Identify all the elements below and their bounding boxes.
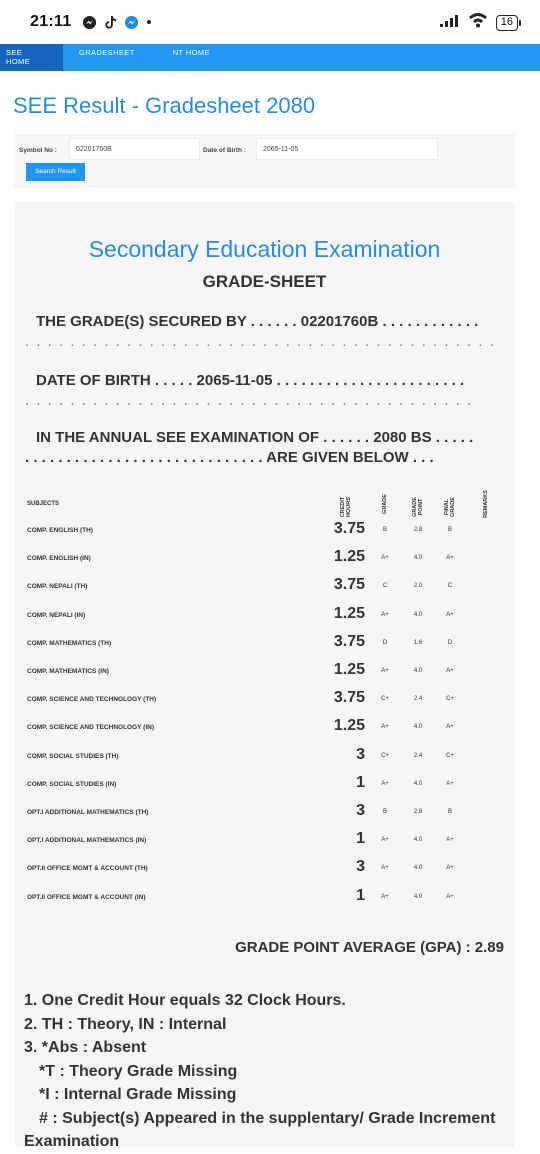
- credit-hours-cell: 1.25: [333, 661, 365, 678]
- subject-cell: OPT.II OFFICE MGMT & ACCOUNT (TH): [27, 865, 148, 873]
- grade-point-cell: 4.0: [413, 865, 423, 872]
- signal-icon: [440, 14, 460, 32]
- sheet-title: GRADE-SHEET: [202, 272, 327, 291]
- page-title: SEE Result - Gradesheet 2080: [13, 93, 316, 118]
- grade-cell: C+: [381, 696, 389, 703]
- header-grade-point: GRADE POINT: [412, 497, 424, 517]
- grade-point-cell: 4.0: [413, 893, 423, 900]
- grade-point-cell: 4.0: [413, 611, 423, 618]
- credit-hours-cell: 1: [356, 830, 365, 848]
- credit-hours-cell: 3: [356, 802, 365, 819]
- grade-cell: A+: [381, 668, 389, 674]
- subject-cell: COMP. MATHEMATICS (TH): [27, 639, 112, 647]
- status-time: 21:11: [30, 13, 72, 30]
- exam-title: Secondary Education Examination: [88, 236, 441, 262]
- grade-cell: A+: [381, 555, 389, 562]
- notes-list: [24, 989, 514, 1154]
- table-row: [15, 603, 514, 631]
- note-item: *I : Internal Grade Missing: [39, 1086, 237, 1103]
- grade-cell: A+: [381, 865, 389, 872]
- nav-nt-home[interactable]: NT HOME: [172, 48, 210, 57]
- credit-hours-cell: 1: [356, 773, 365, 791]
- grade-point-cell: 1.6: [413, 639, 423, 646]
- tiktok-icon: [103, 14, 119, 30]
- final-grade-cell: C+: [446, 696, 454, 703]
- header-grade: GRADE: [382, 494, 388, 514]
- credit-hours-cell: 3: [356, 858, 365, 876]
- final-grade-cell: B: [447, 809, 452, 815]
- final-grade-cell: A+: [446, 893, 454, 900]
- table-row: [15, 800, 514, 828]
- subject-cell: COMP. MATHEMATICS (IN): [27, 668, 109, 675]
- search-form: [14, 133, 515, 188]
- grade-cell: A+: [381, 893, 389, 900]
- note-item: 2. TH : Theory, IN : Internal: [24, 1015, 227, 1033]
- more-notifications-icon: [147, 20, 151, 24]
- grade-cell: A+: [381, 780, 389, 787]
- dob-input[interactable]: 2065-11-05: [256, 138, 438, 160]
- header-final-grade: FINAL GRADE: [444, 497, 456, 517]
- grade-cell: C: [382, 583, 388, 590]
- grade-point-cell: 4.0: [413, 724, 423, 731]
- subject-cell: COMP. NEPALI (TH): [27, 583, 88, 591]
- table-row: [15, 631, 514, 659]
- top-navigation: [0, 44, 540, 71]
- final-grade-cell: A+: [446, 865, 454, 872]
- note-item: 1. One Credit Hour equals 32 Clock Hours.: [24, 992, 346, 1009]
- given-below-line: . . . . . . . . . . . . . . . . . . . . . . . . . . . . . ARE GIVEN BELOW . . .: [25, 449, 434, 466]
- note-item: Examination: [24, 1133, 120, 1150]
- header-remarks: REMARKS: [483, 490, 489, 518]
- gpa-text: GRADE POINT AVERAGE (GPA) : 2.89: [235, 939, 504, 956]
- table-row: [15, 687, 514, 715]
- credit-hours-cell: 1: [356, 886, 365, 904]
- grade-point-cell: 2.8: [413, 809, 423, 815]
- grade-point-cell: 2.4: [413, 752, 423, 759]
- subject-cell: COMP. ENGLISH (IN): [27, 555, 91, 563]
- grade-cell: A+: [381, 724, 389, 731]
- dob-label: Date of Birth :: [203, 147, 246, 154]
- note-item: *T : Theory Grade Missing: [39, 1062, 238, 1080]
- table-row: [15, 715, 514, 743]
- table-row: [15, 546, 514, 574]
- subject-cell: OPT.I ADDITIONAL MATHEMATICS (TH): [27, 809, 149, 816]
- final-grade-cell: C: [447, 583, 453, 590]
- header-credit-hours: CREDIT HOURS: [340, 496, 352, 518]
- credit-hours-cell: 3.75: [333, 632, 365, 650]
- table-row: [15, 885, 514, 913]
- wifi-icon: [468, 12, 488, 33]
- final-grade-cell: C+: [446, 752, 454, 759]
- grade-point-cell: 4.0: [413, 555, 423, 562]
- header-subjects: SUBJECTS: [27, 501, 60, 507]
- final-grade-cell: A+: [446, 668, 454, 674]
- credit-hours-cell: 3: [356, 745, 365, 763]
- grade-point-cell: 2.0: [413, 583, 423, 590]
- subject-cell: COMP. SCIENCE AND TECHNOLOGY (IN): [27, 724, 155, 732]
- dotted-line: . . . . . . . . . . . . . . . . . . . . . . . . . . . . . . . . . . . . . . . . . .: [25, 333, 496, 350]
- credit-hours-cell: 1.25: [333, 604, 365, 622]
- final-grade-cell: A+: [446, 837, 454, 844]
- final-grade-cell: B: [447, 527, 452, 533]
- final-grade-cell: D: [447, 639, 453, 646]
- grade-sheet: [15, 202, 514, 1150]
- exam-year-line: IN THE ANNUAL SEE EXAMINATION OF . . . . . . 2080 BS . . . . .: [36, 429, 474, 446]
- grade-point-cell: 2.4: [413, 696, 423, 703]
- status-bar: [0, 0, 540, 44]
- table-row: [15, 744, 514, 772]
- date-of-birth-line: DATE OF BIRTH . . . . . 2065-11-05 . . . . . . . . . . . . . . . . . . . . . . .: [36, 372, 465, 389]
- grade-point-cell: 4.0: [413, 780, 423, 787]
- search-result-button[interactable]: Search Result: [26, 163, 85, 181]
- messenger-icon-blue: [124, 14, 140, 30]
- final-grade-cell: A+: [446, 780, 454, 787]
- final-grade-cell: A+: [446, 611, 454, 618]
- final-grade-cell: A+: [446, 555, 454, 562]
- subject-cell: OPT.II OFFICE MGMT & ACCOUNT (IN): [27, 893, 146, 901]
- grade-point-cell: 4.0: [413, 837, 423, 844]
- grade-cell: B: [382, 809, 387, 815]
- messenger-icon: [82, 14, 98, 30]
- nav-see-home[interactable]: SEE HOME: [0, 44, 63, 71]
- table-row: [15, 518, 514, 546]
- table-row: [15, 828, 514, 856]
- dotted-line: . . . . . . . . . . . . . . . . . . . . . . . . . . . . . . . . . . . . . . . .: [25, 392, 473, 409]
- table-row: [15, 856, 514, 884]
- symbol-input[interactable]: 02201760B: [69, 138, 200, 160]
- credit-hours-cell: 3.75: [333, 576, 365, 594]
- notification-icons: [82, 14, 151, 30]
- subject-cell: COMP. NEPALI (IN): [27, 611, 86, 619]
- system-icons: [440, 12, 518, 33]
- grade-cell: A+: [381, 837, 389, 844]
- nav-gradesheet[interactable]: GRADESHEET: [79, 48, 135, 57]
- credit-hours-cell: 1.25: [333, 548, 365, 566]
- grade-point-cell: 4.0: [413, 668, 423, 674]
- subject-cell: COMP. SOCIAL STUDIES (IN): [27, 780, 117, 788]
- symbol-label: Symbol No :: [19, 147, 57, 154]
- grade-cell: C+: [381, 752, 389, 759]
- subject-cell: COMP. SCIENCE AND TECHNOLOGY (TH): [27, 696, 157, 704]
- subject-cell: COMP. ENGLISH (TH): [27, 527, 93, 534]
- note-item: # : Subject(s) Appeared in the supplentary/ Grade Increment: [39, 1109, 496, 1127]
- table-row: [15, 574, 514, 602]
- table-row: [15, 659, 514, 687]
- note-item: 3. *Abs : Absent: [24, 1039, 147, 1056]
- credit-hours-cell: 3.75: [333, 520, 365, 537]
- table-row: [15, 772, 514, 800]
- final-grade-cell: A+: [446, 724, 454, 731]
- grade-cell: A+: [381, 611, 389, 618]
- grade-cell: D: [382, 639, 388, 646]
- grades-secured-line: THE GRADE(S) SECURED BY . . . . . . 02201760B . . . . . . . . . . . .: [36, 313, 479, 330]
- credit-hours-cell: 1.25: [333, 717, 365, 735]
- battery-indicator: 16: [496, 15, 518, 31]
- subject-cell: COMP. SOCIAL STUDIES (TH): [27, 752, 119, 760]
- credit-hours-cell: 3.75: [333, 689, 365, 707]
- grade-point-cell: 2.8: [413, 527, 423, 533]
- subject-cell: OPT.I ADDITIONAL MATHEMATICS (IN): [27, 837, 147, 845]
- grade-cell: B: [382, 527, 387, 533]
